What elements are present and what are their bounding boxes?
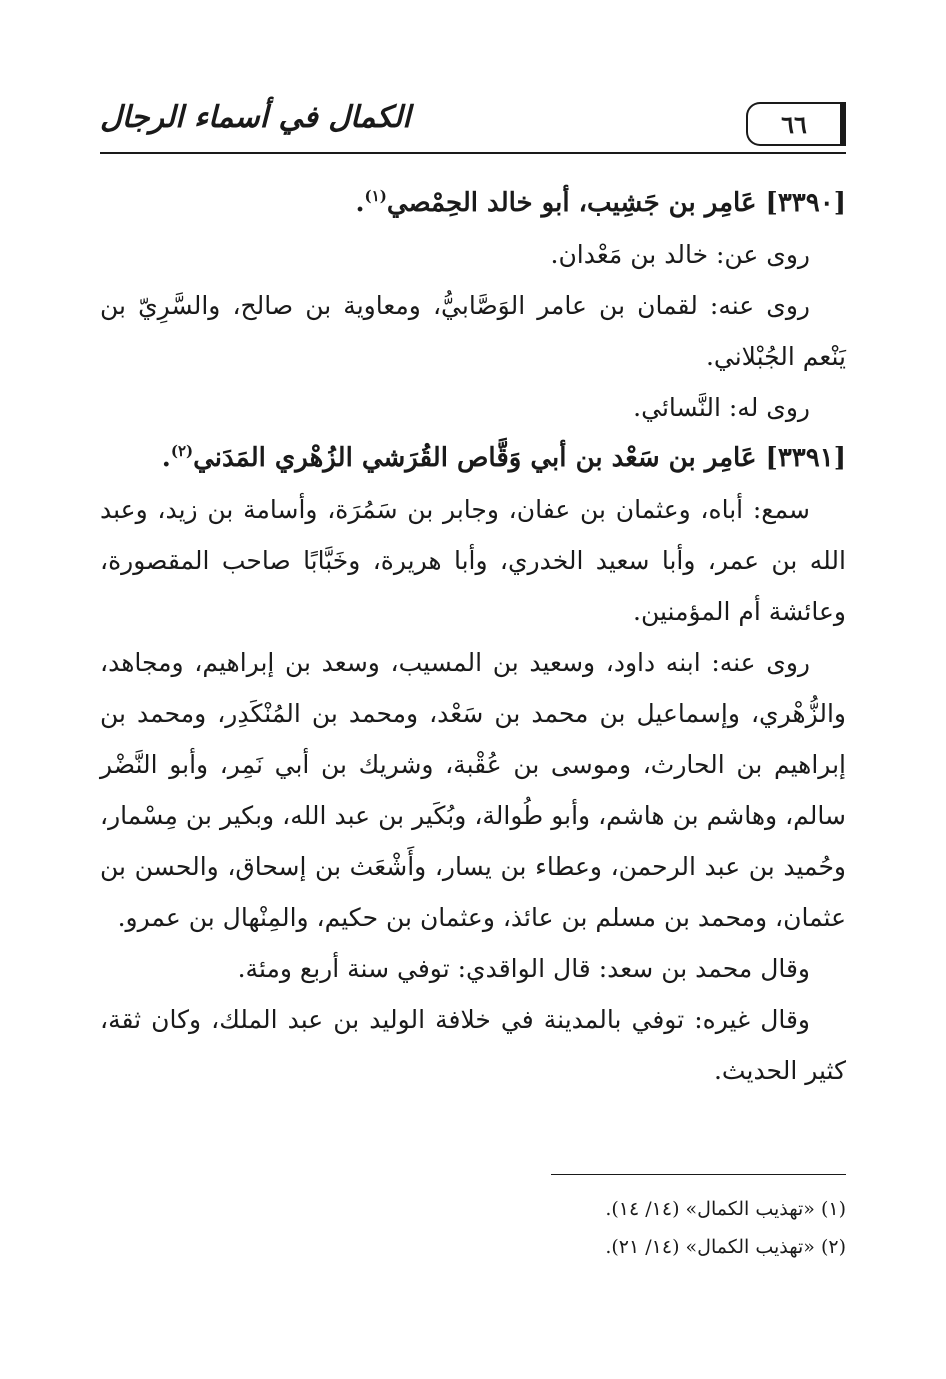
page-number: ٦٦: [746, 102, 846, 146]
header-rule: [100, 152, 846, 154]
paragraph: وقال محمد بن سعد: قال الواقدي: توفي سنة أربع ومئة.: [237, 954, 810, 983]
main-text: [100, 178, 846, 1096]
footnote-2: (٢) «تهذيب الكمال» (١٤/ ٢١).: [605, 1236, 846, 1258]
footnote-1: (١) «تهذيب الكمال» (١٤/ ١٤).: [605, 1198, 846, 1220]
paragraph: روى عنه: لقمان بن عامر الوَصَّابيُّ، ومعاوية بن صالح، والسَّرِيّ بن يَنْعم الجُبْلاني.: [100, 291, 846, 371]
entry-heading-text: [٣٣٩٠] عَامِر بن جَشِيب، أبو خالد الحِمْصي: [386, 188, 846, 218]
entry-heading-text: [٣٣٩١] عَامِر بن سَعْد بن أبي وَقَّاص القُرَشي الزُهْري المَدَني: [193, 443, 846, 473]
paragraph: روى عن: خالد بن مَعْدان.: [550, 240, 810, 269]
footnote-ref-1: (١): [364, 187, 387, 205]
running-title: الكمال في أسماء الرجال: [100, 100, 411, 135]
paragraph: وقال غيره: توفي بالمدينة في خلافة الوليد بن عبد الملك، وكان ثقة، كثير الحديث.: [100, 1005, 846, 1085]
paragraph: سمع: أباه، وعثمان بن عفان، وجابر بن سَمُرَة، وأسامة بن زيد، وعبد الله بن عمر، وأبا سعيد الخدري، وأبا هريرة، وخَبَّابًا صاحب المقصورة، وعائشة أم المؤمنين.: [100, 495, 846, 626]
footnote-separator: [551, 1174, 846, 1175]
entry-heading-3390: [٣٣٩٠] عَامِر بن جَشِيب، أبو خالد الحِمْصي$^{(١)}$.: [355, 187, 846, 218]
page-header: [100, 98, 846, 158]
footnote-ref-2: (٢): [170, 442, 194, 460]
entry-heading-3391: [٣٣٩١] عَامِر بن سَعْد بن أبي وَقَّاص القُرَشي الزُهْري المَدَني$^{(٢)}$.: [161, 442, 846, 473]
paragraph: روى عنه: ابنه داود، وسعيد بن المسيب، وسعد بن إبراهيم، ومجاهد، والزُّهْري، وإسماعيل بن محمد بن سَعْد، ومحمد بن المُنْكَدِر، ومحمد بن إبراهيم بن الحارث، وموسى بن عُقْبة، وشريك بن أبي نَمِر، وأبو النَّضْر سالم، وهاشم بن هاشم، وأبو طُوالة، وبُكَير بن عبد الله، وبكير بن مِسْمار، وحُميد بن عبد الرحمن، وعطاء بن يسار، وأَشْعَث بن إسحاق، والحسن بن عثمان، ومحمد بن مسلم بن عائذ، وعثمان بن حكيم، والمِنْهال بن عمرو.: [100, 648, 846, 932]
footnotes: [100, 1190, 846, 1266]
paragraph: روى له: النَّسائي.: [633, 393, 810, 422]
